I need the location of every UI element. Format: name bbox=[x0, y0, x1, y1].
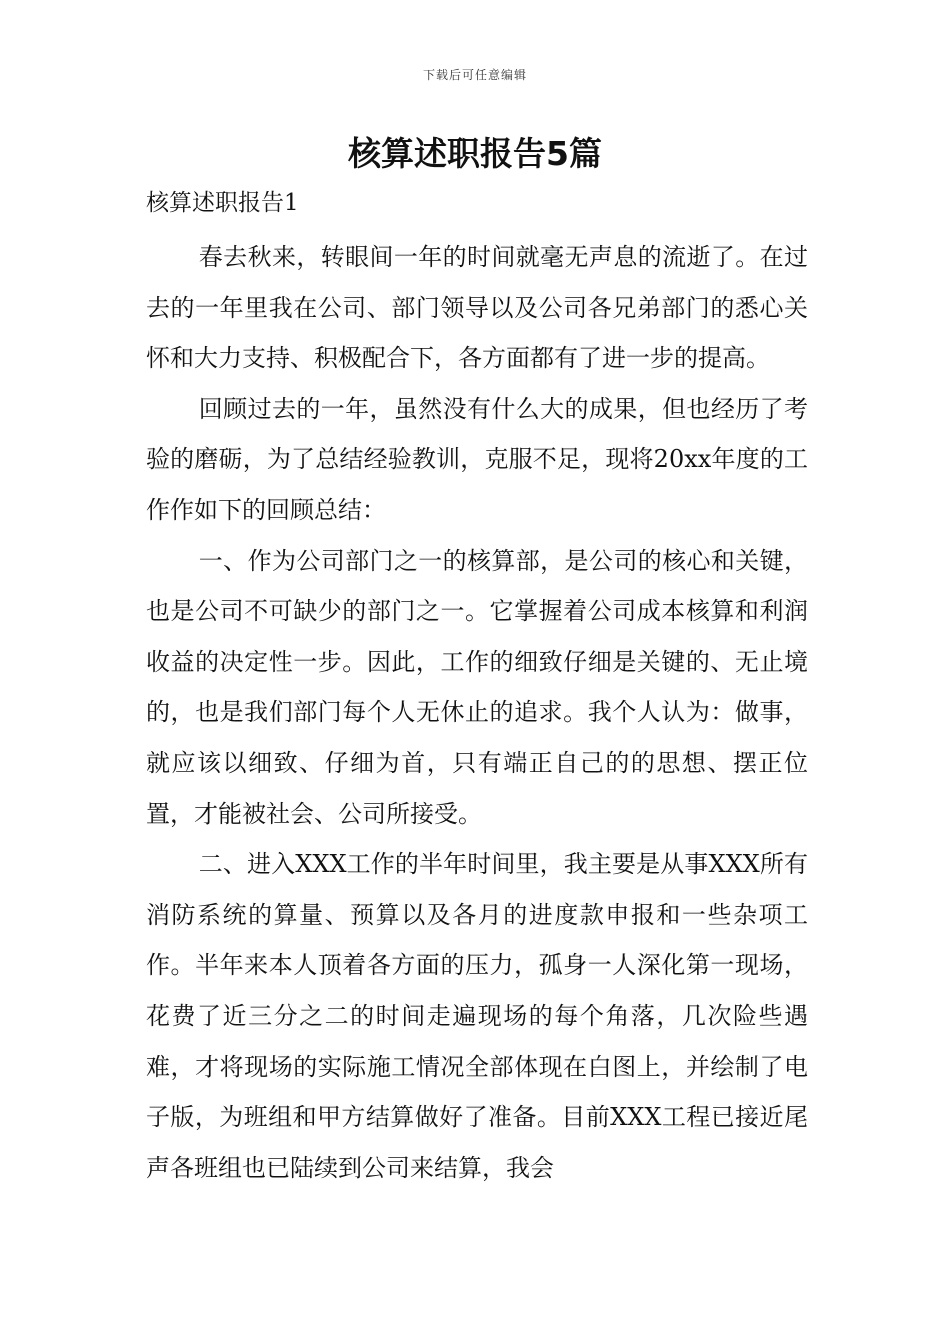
paragraph-1: 春去秋来，转眼间一年的时间就毫无声息的流逝了。在过去的一年里我在公司、部门领导以及公司各兄弟部门的悉心关怀和大力支持、积极配合下，各方面都有了进一步的提高。 bbox=[146, 243, 808, 373]
paragraph-2: 回顾过去的一年，虽然没有什么大的成果，但也经历了考验的磨砺，为了总结经验教训，克服不足，现将20xx年度的工作作如下的回顾总结： bbox=[146, 394, 808, 524]
header-note: 下载后可任意编辑 bbox=[422, 68, 527, 82]
document-title: 核算述职报告5篇 bbox=[348, 134, 602, 173]
paragraph-3: 一、作为公司部门之一的核算部，是公司的核心和关键，也是公司不可缺少的部门之一。它掌握着公司成本核算和利润收益的决定性一步。因此，工作的细致仔细是关键的、无止境的，也是我们部门每个人无休止的追求。我个人认为：做事，就应该以细致、仔细为首，只有端正自己的的思想、摆正位置，才能被社会、公司所接受。 bbox=[146, 546, 808, 828]
document-body bbox=[146, 232, 808, 1193]
paragraph-4: 二、进入XXX工作的半年时间里，我主要是从事XXX所有消防系统的算量、预算以及各月的进度款申报和一些杂项工作。半年来本人顶着各方面的压力，孤身一人深化第一现场，花费了近三分之二的时间走遍现场的每个角落，几次险些遇难，才将现场的实际施工情况全部体现在白图上，并绘制了电子版，为班组和甲方结算做好了准备。目前XXX工程已接近尾声各班组也已陆续到公司来结算，我会 bbox=[146, 850, 808, 1182]
section-heading: 核算述职报告1 bbox=[146, 190, 299, 216]
